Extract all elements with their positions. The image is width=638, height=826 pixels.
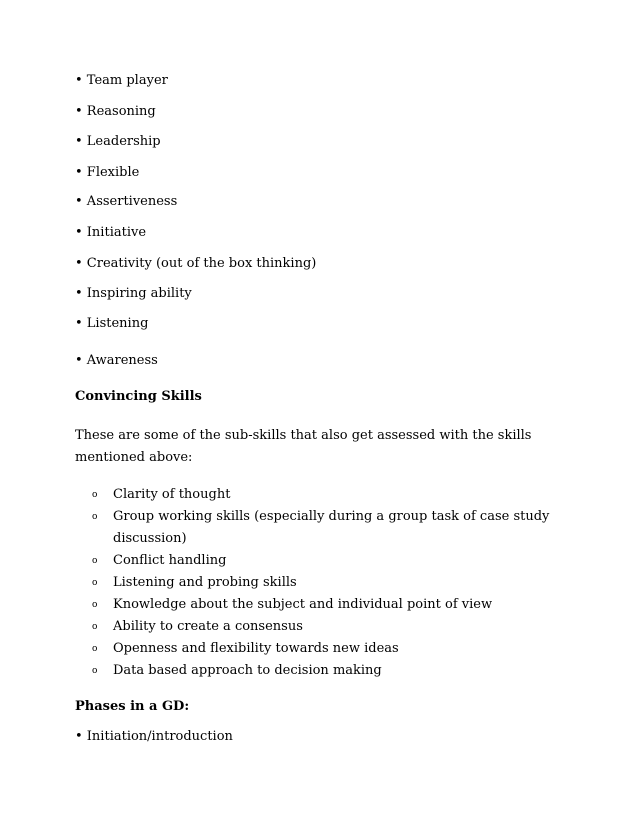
bullet-item: • Awareness [75, 353, 158, 368]
section-heading-convincing: Convincing Skills [75, 389, 202, 404]
sub-skill-label: Clarity of thought [113, 487, 231, 502]
sub-skill-label: Conflict handling [113, 553, 227, 568]
sub-skill-item [92, 597, 492, 613]
circle-marker: o [92, 490, 98, 500]
circle-marker: o [92, 666, 98, 676]
sub-skill-label: Listening and probing skills [113, 575, 297, 590]
sub-skill-continuation: discussion) [113, 531, 187, 546]
circle-marker: o [92, 556, 98, 566]
intro-text: These are some of the sub-skills that also get assessed with the skills [75, 428, 532, 443]
bullet-item: • Leadership [75, 134, 161, 149]
sub-skill-item [92, 509, 549, 525]
intro-text: mentioned above: [75, 450, 193, 465]
section-heading-phases: Phases in a GD: [75, 699, 190, 714]
circle-marker: o [92, 600, 98, 610]
sub-skill-label: Data based approach to decision making [113, 663, 382, 678]
sub-skill-label: Ability to create a consensus [113, 619, 303, 634]
sub-skill-item [92, 619, 303, 635]
bullet-item: • Flexible [75, 165, 140, 180]
circle-marker: o [92, 644, 98, 654]
circle-marker: o [92, 622, 98, 632]
sub-skill-item [92, 487, 230, 503]
bullet-item: • Reasoning [75, 104, 156, 119]
sub-skill-item [92, 663, 382, 679]
bullet-item: • Inspiring ability [75, 286, 192, 301]
sub-skill-item [92, 553, 226, 569]
sub-skill-item [92, 575, 297, 591]
bullet-item: • Assertiveness [75, 194, 178, 209]
sub-skill-label: Knowledge about the subject and individual point of view [113, 597, 493, 612]
circle-marker: o [92, 512, 98, 522]
bullet-item: • Creativity (out of the box thinking) [75, 256, 317, 271]
bullet-item: • Initiative [75, 225, 147, 240]
bullet-item: • Listening [75, 316, 149, 331]
bullet-item: • Team player [75, 73, 168, 88]
sub-skill-label: Openness and flexibility towards new ideas [113, 641, 399, 656]
sub-skill-item [92, 641, 399, 657]
bullet-item: • Initiation/introduction [75, 729, 233, 744]
circle-marker: o [92, 578, 98, 588]
sub-skill-label: Group working skills (especially during a group task of case study [113, 509, 550, 524]
